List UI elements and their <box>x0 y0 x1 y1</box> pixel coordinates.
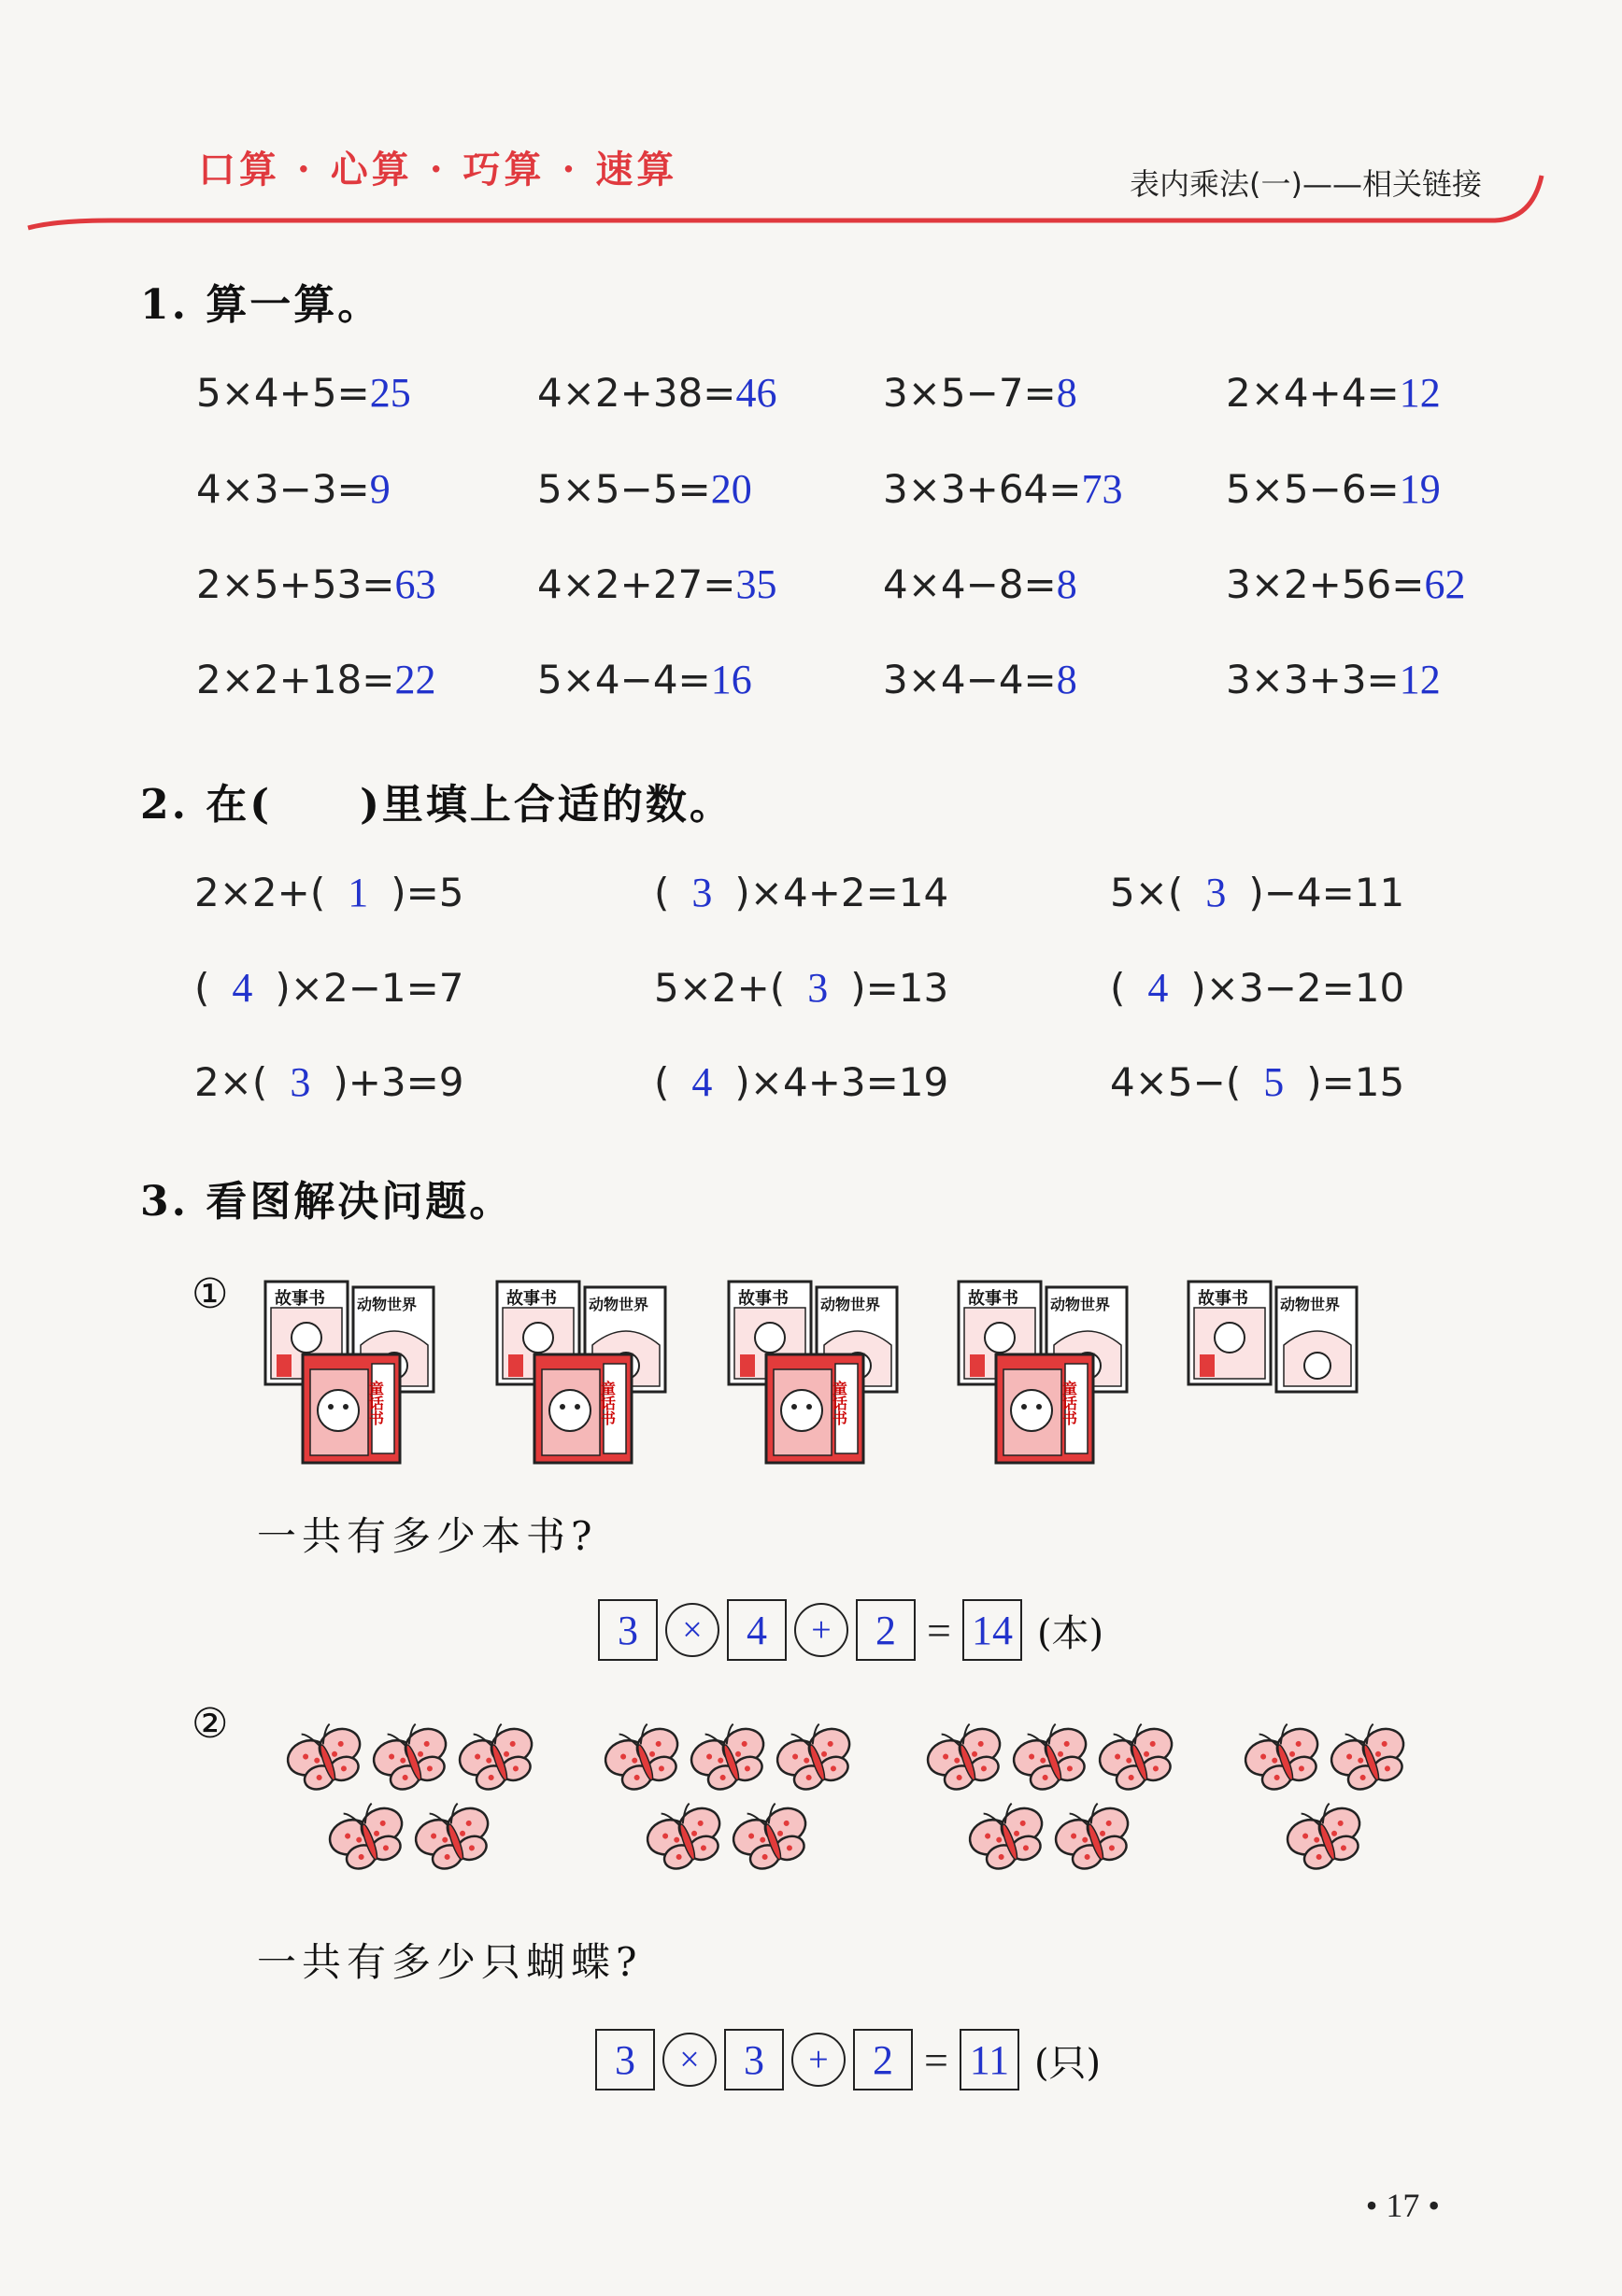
equation-answer: 8 <box>1056 657 1077 702</box>
fill-blank-item <box>1110 964 1404 1012</box>
equation-answer: 46 <box>735 370 777 416</box>
fill-blank-suffix: )=15 <box>1306 1059 1405 1105</box>
formula-equals: = <box>927 1606 951 1654</box>
equation-item <box>196 465 391 513</box>
fill-blank-suffix: )=5 <box>391 870 464 915</box>
fill-blank-answer: 4 <box>1147 965 1169 1011</box>
equation-answer: 62 <box>1424 561 1466 607</box>
butterfly-icon <box>366 1716 456 1796</box>
equation-expression: 5×4+5= <box>196 370 370 416</box>
fill-blank-answer: 1 <box>348 870 369 915</box>
butterfly-icon <box>452 1716 542 1796</box>
formula-box-b: 3 <box>724 2029 784 2090</box>
equation-expression: 5×5−5= <box>537 466 711 512</box>
equation-answer: 20 <box>710 466 752 512</box>
problem-1-formula <box>598 1599 1103 1661</box>
butterfly-group <box>1238 1709 1500 1896</box>
butterfly-icon <box>1006 1716 1096 1796</box>
equation-answer: 16 <box>710 657 752 702</box>
fill-blank-item <box>1110 1058 1404 1106</box>
fill-blank-item <box>194 869 464 916</box>
fill-blank-answer: 3 <box>290 1059 311 1105</box>
equation-expression: 5×5−6= <box>1226 466 1400 512</box>
equation-answer: 25 <box>369 370 411 416</box>
equation-item <box>537 560 776 608</box>
story-book-label: 故事书 <box>968 1289 1018 1309</box>
fill-blank-item <box>654 1058 948 1106</box>
formula-box-b: 4 <box>727 1599 787 1661</box>
equation-answer: 8 <box>1056 561 1077 607</box>
equation-item <box>196 560 435 608</box>
book-set-two <box>1187 1280 1373 1467</box>
equation-answer: 12 <box>1399 370 1441 416</box>
problem-1-question: 一共有多少本书? <box>257 1513 598 1559</box>
equation-expression: 3×3+3= <box>1226 657 1400 702</box>
butterfly-icon <box>1280 1795 1370 1876</box>
fill-blank-answer: 3 <box>807 965 829 1011</box>
fill-blank-prefix: ( <box>654 870 670 915</box>
butterfly-icon <box>408 1795 498 1876</box>
section-2-title: 2. 在( )里填上合适的数。 <box>140 781 733 829</box>
butterfly-icon <box>280 1716 370 1796</box>
equation-expression: 4×3−3= <box>196 466 370 512</box>
fill-blank-item <box>654 869 948 916</box>
fill-blank-answer: 4 <box>691 1059 713 1105</box>
equation-item <box>537 656 752 703</box>
equation-item <box>196 656 435 703</box>
formula-box-a: 3 <box>598 1599 658 1661</box>
fill-blank-prefix: 2×( <box>194 1059 268 1105</box>
equation-item <box>1226 560 1465 608</box>
animal-book-label: 动物世界 <box>820 1296 881 1313</box>
story-book-label: 故事书 <box>738 1289 789 1309</box>
fill-blank-prefix: ( <box>194 965 210 1011</box>
equation-expression: 3×2+56= <box>1226 561 1425 607</box>
section-3-title: 3. 看图解决问题。 <box>140 1178 514 1226</box>
fill-blank-suffix: )×4+2=14 <box>734 870 949 915</box>
animal-book-label: 动物世界 <box>357 1296 418 1313</box>
equation-answer: 35 <box>735 561 777 607</box>
equation-expression: 2×5+53= <box>196 561 395 607</box>
fill-blank-item <box>194 964 464 1012</box>
butterfly-icon <box>770 1716 860 1796</box>
butterfly-icon <box>322 1795 412 1876</box>
fairy-book-label: 童话书 <box>598 1381 617 1425</box>
book-set-three <box>495 1280 682 1467</box>
butterfly-icon <box>684 1716 774 1796</box>
equation-item <box>883 656 1077 703</box>
fill-blank-answer: 3 <box>691 870 713 915</box>
book-set-three <box>727 1280 914 1467</box>
equation-answer: 73 <box>1081 466 1123 512</box>
equation-expression: 3×3+64= <box>883 466 1082 512</box>
fill-blank-answer: 3 <box>1205 870 1227 915</box>
equation-item <box>1226 369 1441 417</box>
butterfly-group <box>920 1709 1182 1896</box>
formula-box-c: 2 <box>856 1599 916 1661</box>
fill-blank-prefix: 4×5−( <box>1110 1059 1242 1105</box>
fairy-book-icon <box>534 1354 632 1463</box>
fill-blank-prefix: ( <box>654 1059 670 1105</box>
fairy-book-icon <box>303 1354 400 1463</box>
fairy-book-label: 童话书 <box>830 1381 848 1425</box>
formula-box-c: 2 <box>853 2029 913 2090</box>
butterfly-icon <box>1092 1716 1182 1796</box>
equation-expression: 4×2+27= <box>537 561 736 607</box>
equation-expression: 2×2+18= <box>196 657 395 702</box>
equation-answer: 8 <box>1056 370 1077 416</box>
equation-item <box>1226 465 1441 513</box>
equation-expression: 2×4+4= <box>1226 370 1400 416</box>
fill-blank-answer: 4 <box>232 965 253 1011</box>
header-rule <box>0 168 1622 243</box>
equation-item <box>537 369 776 417</box>
butterfly-icon <box>1238 1716 1328 1796</box>
equation-item <box>196 369 411 417</box>
equation-answer: 12 <box>1399 657 1441 702</box>
story-book-label: 故事书 <box>1198 1289 1248 1309</box>
butterfly-icon <box>640 1795 730 1876</box>
equation-item <box>1226 656 1441 703</box>
butterfly-icon <box>598 1716 688 1796</box>
equation-expression: 4×4−8= <box>883 561 1057 607</box>
equation-item <box>883 465 1122 513</box>
formula-equals: = <box>924 2035 948 2084</box>
equation-answer: 19 <box>1399 466 1441 512</box>
fill-blank-suffix: )×3−2=10 <box>1190 965 1405 1011</box>
equation-answer: 22 <box>394 657 436 702</box>
header-left-title: 口算 · 心算 · 巧算 · 速算 <box>198 148 678 191</box>
fill-blank-suffix: )+3=9 <box>333 1059 464 1105</box>
formula-op-plus: + <box>794 1603 848 1657</box>
equation-item <box>537 465 752 513</box>
formula-op-multiply: × <box>662 2033 717 2087</box>
header-right-title: 表内乘法(一)——相关链接 <box>1130 166 1482 202</box>
butterfly-icon <box>962 1795 1052 1876</box>
butterfly-group <box>598 1709 860 1896</box>
problem-2-question: 一共有多少只蝴蝶? <box>257 1939 643 1985</box>
formula-unit: (本) <box>1036 1611 1104 1655</box>
equation-expression: 3×5−7= <box>883 370 1057 416</box>
book-set-three <box>957 1280 1144 1467</box>
page-number: • 17 • <box>1365 2187 1440 2224</box>
fill-blank-suffix: )=13 <box>850 965 949 1011</box>
equation-item <box>883 560 1077 608</box>
problem-1-number: ① <box>192 1270 229 1318</box>
story-book-label: 故事书 <box>275 1289 325 1309</box>
equation-expression: 3×4−4= <box>883 657 1057 702</box>
fill-blank-item <box>654 964 948 1012</box>
formula-box-a: 3 <box>595 2029 655 2090</box>
fill-blank-item <box>194 1058 464 1106</box>
fill-blank-prefix: ( <box>1110 965 1126 1011</box>
story-book-label: 故事书 <box>506 1289 557 1309</box>
equation-expression: 4×2+38= <box>537 370 736 416</box>
formula-op-plus: + <box>791 2033 846 2087</box>
fill-blank-answer: 5 <box>1263 1059 1285 1105</box>
formula-box-result: 11 <box>960 2029 1019 2090</box>
fill-blank-item <box>1110 869 1404 916</box>
butterfly-icon <box>726 1795 816 1876</box>
formula-op-multiply: × <box>665 1603 719 1657</box>
butterfly-icon <box>920 1716 1010 1796</box>
fill-blank-prefix: 2×2+( <box>194 870 326 915</box>
fill-blank-suffix: )×2−1=7 <box>275 965 464 1011</box>
formula-unit: (只) <box>1033 2041 1102 2085</box>
animal-book-label: 动物世界 <box>589 1296 649 1313</box>
animal-book-label: 动物世界 <box>1280 1296 1341 1313</box>
equation-item <box>883 369 1077 417</box>
butterfly-icon <box>1048 1795 1138 1876</box>
fill-blank-prefix: 5×2+( <box>654 965 786 1011</box>
equation-answer: 9 <box>369 466 391 512</box>
fairy-book-icon <box>766 1354 863 1463</box>
fill-blank-suffix: )×4+3=19 <box>734 1059 949 1105</box>
equation-expression: 5×4−4= <box>537 657 711 702</box>
fill-blank-suffix: )−4=11 <box>1248 870 1405 915</box>
formula-box-result: 14 <box>962 1599 1022 1661</box>
fairy-book-label: 童话书 <box>1060 1381 1078 1425</box>
butterfly-icon <box>1324 1716 1414 1796</box>
fairy-book-label: 童话书 <box>366 1381 385 1425</box>
problem-2-number: ② <box>192 1700 229 1748</box>
butterfly-group <box>280 1709 542 1896</box>
section-1-title: 1. 算一算。 <box>140 281 382 329</box>
fairy-book-icon <box>996 1354 1093 1463</box>
equation-answer: 63 <box>394 561 436 607</box>
book-set-three <box>263 1280 450 1467</box>
fill-blank-prefix: 5×( <box>1110 870 1184 915</box>
problem-2-formula <box>595 2029 1101 2090</box>
animal-book-label: 动物世界 <box>1050 1296 1111 1313</box>
